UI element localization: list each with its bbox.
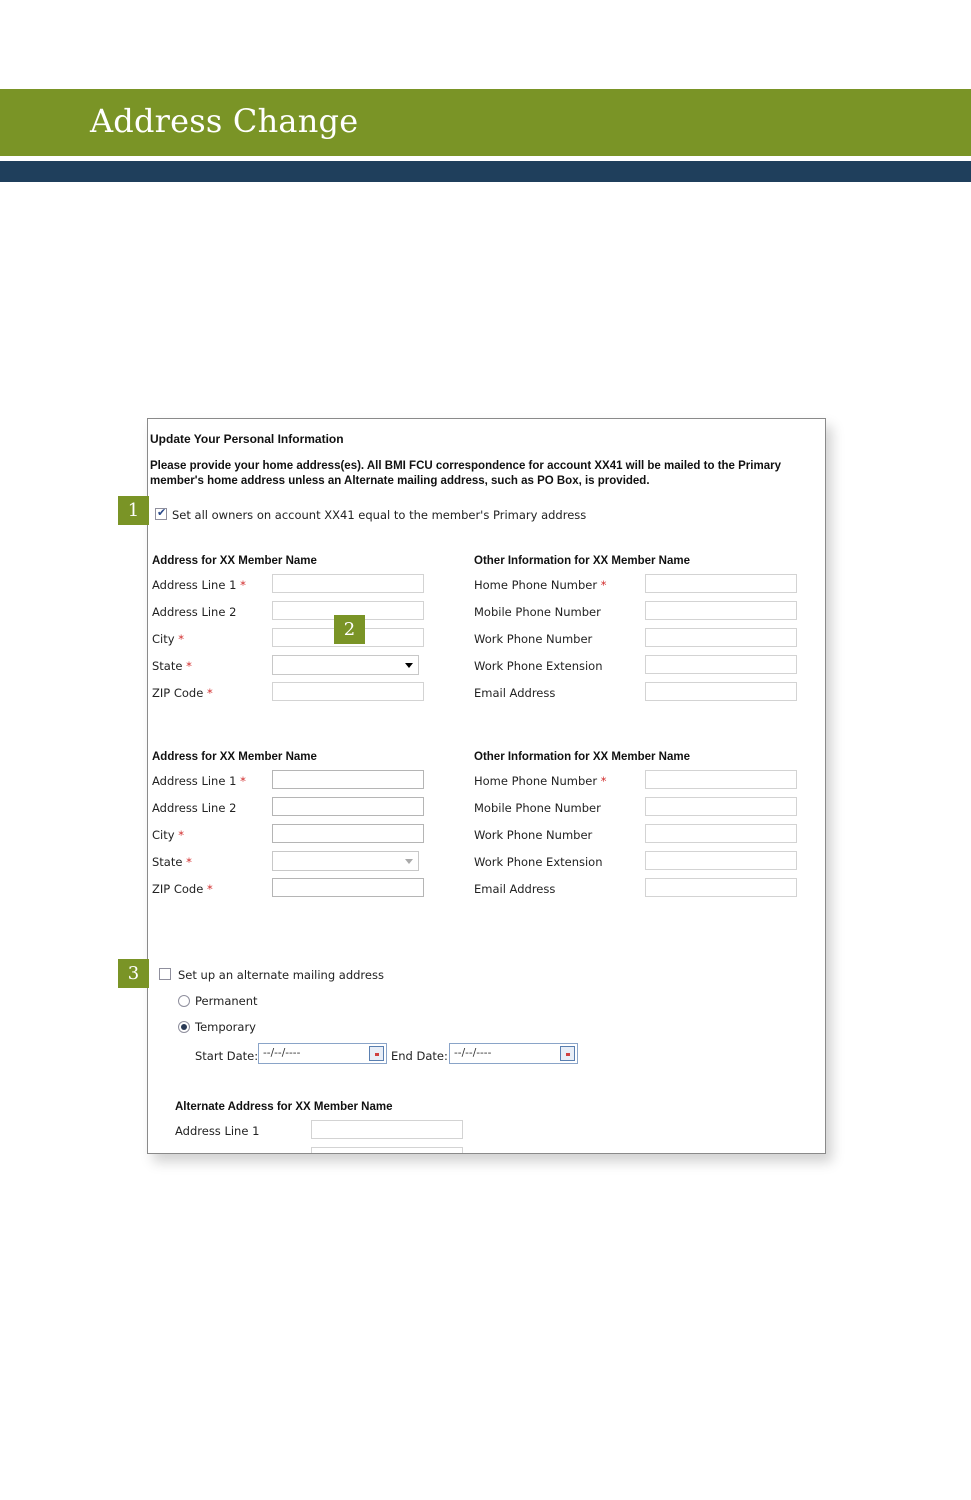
member1-mobile-phone-label: Mobile Phone Number bbox=[474, 605, 601, 619]
member1-work-ext-input[interactable] bbox=[645, 655, 797, 674]
form-intro-line1: Please provide your home address(es). All BMI FCU correspondence for account XX41 will be mailed to the Primary bbox=[150, 460, 781, 472]
member1-address-line2-label: Address Line 2 bbox=[152, 605, 237, 619]
callout-badge-1: 1 bbox=[118, 496, 149, 525]
member1-zip-label: ZIP Code * bbox=[152, 686, 213, 700]
member2-other-heading: Other Information for XX Member Name bbox=[474, 751, 690, 763]
member1-state-label: State * bbox=[152, 659, 192, 673]
alternate-address-checkbox[interactable] bbox=[159, 968, 171, 980]
member2-zip-input[interactable] bbox=[272, 878, 424, 897]
temporary-radio[interactable] bbox=[178, 1021, 190, 1033]
member2-zip-label: ZIP Code * bbox=[152, 882, 213, 896]
form-screenshot bbox=[147, 418, 826, 1154]
member1-work-ext-label: Work Phone Extension bbox=[474, 659, 603, 673]
member1-home-phone-input[interactable] bbox=[645, 574, 797, 593]
member2-work-phone-label: Work Phone Number bbox=[474, 828, 593, 842]
member2-address-line1-label: Address Line 1 * bbox=[152, 774, 246, 788]
member1-state-select[interactable] bbox=[272, 655, 419, 675]
chevron-down-icon bbox=[405, 859, 413, 864]
member2-work-ext-label: Work Phone Extension bbox=[474, 855, 603, 869]
calendar-icon[interactable] bbox=[560, 1046, 575, 1061]
member2-mobile-phone-label: Mobile Phone Number bbox=[474, 801, 601, 815]
callout-badge-2: 2 bbox=[334, 615, 365, 644]
alternate-address-heading: Alternate Address for XX Member Name bbox=[175, 1101, 393, 1113]
member1-city-label: City * bbox=[152, 632, 184, 646]
start-date-label: Start Date: bbox=[195, 1049, 259, 1063]
alternate-address-line2-input[interactable] bbox=[311, 1147, 463, 1154]
member1-zip-input[interactable] bbox=[272, 682, 424, 701]
alternate-address-line1-label: Address Line 1 bbox=[175, 1124, 260, 1138]
alternate-address-line1-input[interactable] bbox=[311, 1120, 463, 1139]
member2-home-phone-input[interactable] bbox=[645, 770, 797, 789]
member2-address-line2-input[interactable] bbox=[272, 797, 424, 816]
member1-email-label: Email Address bbox=[474, 686, 556, 700]
member2-state-select[interactable] bbox=[272, 851, 419, 871]
page-title: Address Change bbox=[90, 102, 359, 140]
chevron-down-icon bbox=[405, 663, 413, 668]
permanent-radio[interactable] bbox=[178, 995, 190, 1007]
member2-email-label: Email Address bbox=[474, 882, 556, 896]
member2-city-input[interactable] bbox=[272, 824, 424, 843]
member2-work-ext-input[interactable] bbox=[645, 851, 797, 870]
member2-address-line2-label: Address Line 2 bbox=[152, 801, 237, 815]
callout-badge-3: 3 bbox=[118, 959, 149, 988]
alternate-address-label: Set up an alternate mailing address bbox=[178, 968, 384, 982]
end-date-label: End Date: bbox=[391, 1049, 448, 1063]
set-all-owners-label: Set all owners on account XX41 equal to the member's Primary address bbox=[172, 508, 587, 522]
member1-email-input[interactable] bbox=[645, 682, 797, 701]
member1-work-phone-label: Work Phone Number bbox=[474, 632, 593, 646]
calendar-icon[interactable] bbox=[369, 1046, 384, 1061]
member1-home-phone-label: Home Phone Number * bbox=[474, 578, 607, 592]
start-date-input[interactable]: --/--/---- bbox=[258, 1043, 387, 1064]
member2-address-heading: Address for XX Member Name bbox=[152, 751, 317, 763]
member1-other-heading: Other Information for XX Member Name bbox=[474, 555, 690, 567]
member2-email-input[interactable] bbox=[645, 878, 797, 897]
temporary-label: Temporary bbox=[195, 1020, 256, 1034]
header-divider bbox=[0, 161, 971, 182]
checkmark-icon: ✔ bbox=[157, 506, 167, 519]
member2-home-phone-label: Home Phone Number * bbox=[474, 774, 607, 788]
member2-city-label: City * bbox=[152, 828, 184, 842]
member1-work-phone-input[interactable] bbox=[645, 628, 797, 647]
form-intro-line2: member's home address unless an Alternate mailing address, such as PO Box, is provided. bbox=[150, 475, 650, 487]
permanent-label: Permanent bbox=[195, 994, 258, 1008]
end-date-input[interactable]: --/--/---- bbox=[449, 1043, 578, 1064]
member1-mobile-phone-input[interactable] bbox=[645, 601, 797, 620]
member1-address-line1-label: Address Line 1 * bbox=[152, 578, 246, 592]
member2-work-phone-input[interactable] bbox=[645, 824, 797, 843]
member2-state-label: State * bbox=[152, 855, 192, 869]
member2-mobile-phone-input[interactable] bbox=[645, 797, 797, 816]
member1-address-line1-input[interactable] bbox=[272, 574, 424, 593]
member1-address-heading: Address for XX Member Name bbox=[152, 555, 317, 567]
member2-address-line1-input[interactable] bbox=[272, 770, 424, 789]
set-all-owners-checkbox[interactable] bbox=[155, 508, 167, 520]
form-heading: Update Your Personal Information bbox=[150, 432, 344, 446]
